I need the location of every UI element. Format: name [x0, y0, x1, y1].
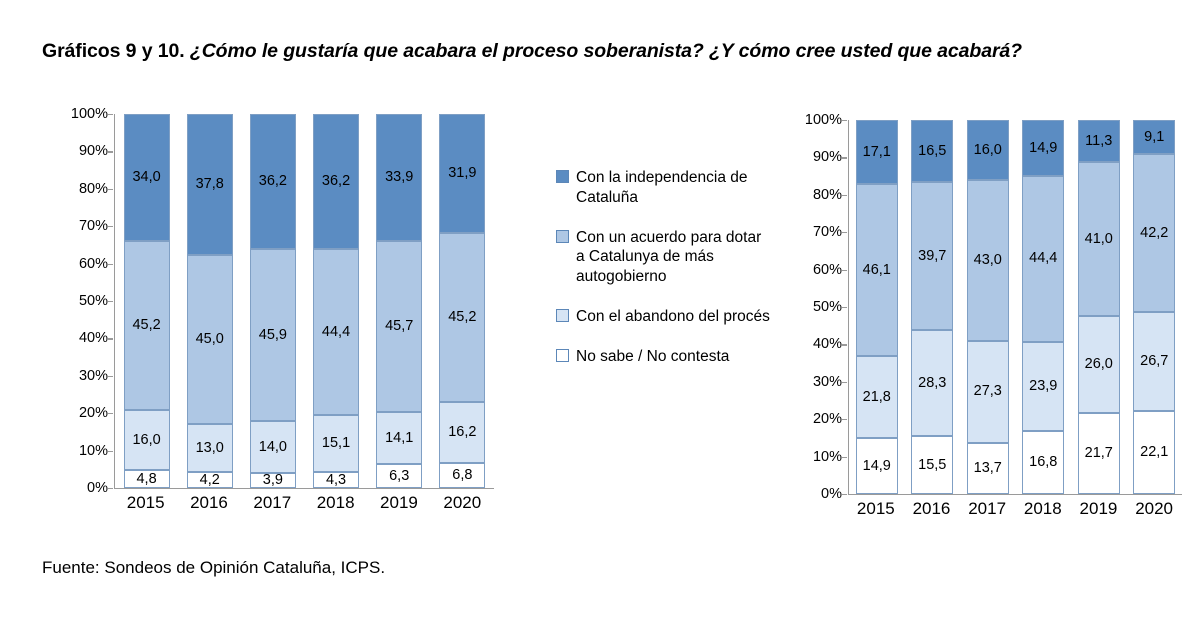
y-tick-right: 80%	[813, 187, 842, 203]
legend-item[interactable]	[556, 307, 771, 327]
bar-segment[interactable]	[124, 470, 170, 488]
page-title-prefix: Gráficos 9 y 10.	[42, 40, 190, 62]
bar-segment[interactable]	[1078, 413, 1120, 494]
y-tick-mark	[108, 189, 113, 190]
chart-grafico-9	[52, 104, 502, 512]
bar-value-label: 14,0	[258, 438, 287, 455]
y-tick-left: 100%	[71, 106, 108, 122]
y-tick-mark	[842, 232, 847, 233]
bar-value-label: 26,0	[1084, 355, 1113, 372]
y-tick-mark	[842, 344, 847, 345]
y-tick-mark	[108, 264, 113, 265]
bar-value-label: 44,4	[321, 324, 351, 341]
bar-column[interactable]	[1022, 120, 1064, 494]
bar-segment[interactable]	[1078, 162, 1120, 315]
bar-segment[interactable]	[967, 443, 1009, 494]
bars-right	[849, 120, 1182, 494]
bar-value-label: 45,2	[132, 317, 161, 334]
bar-value-label: 31,9	[448, 165, 477, 182]
y-tick-left: 50%	[79, 293, 108, 309]
y-tick-mark	[842, 307, 847, 308]
bar-segment[interactable]	[250, 473, 296, 488]
bar-segment[interactable]	[313, 472, 359, 488]
plot-area-left	[70, 106, 494, 496]
y-tick-left: 80%	[79, 181, 108, 197]
bar-value-label: 34,0	[132, 169, 161, 186]
y-tick-left: 60%	[79, 256, 108, 272]
legend-swatch-icon	[556, 349, 569, 362]
x-axis-label: 2020	[1135, 499, 1174, 518]
chart-grafico-10	[790, 110, 1190, 518]
bar-segment[interactable]	[856, 356, 898, 438]
bar-segment[interactable]	[856, 184, 898, 356]
legend-swatch-icon	[556, 309, 569, 322]
bar-column[interactable]	[439, 114, 485, 488]
bar-column[interactable]	[1078, 120, 1120, 494]
page-title-question: ¿Cómo le gustaría que acabara el proceso soberanista? ¿Y cómo cree usted que acabará?	[189, 40, 1022, 62]
bar-value-label: 13,0	[195, 439, 224, 456]
bar-value-label: 4,8	[136, 470, 157, 487]
bar-value-label: 14,9	[1029, 139, 1058, 156]
y-tick-mark	[108, 451, 113, 452]
bar-segment[interactable]	[313, 114, 359, 249]
bar-segment[interactable]	[1078, 316, 1120, 413]
x-axis-left	[114, 493, 494, 513]
bar-segment[interactable]	[439, 114, 485, 233]
bar-column[interactable]	[124, 114, 170, 488]
bar-segment[interactable]	[439, 402, 485, 463]
bar-value-label: 44,4	[1029, 250, 1058, 267]
bar-segment[interactable]	[967, 341, 1009, 443]
bar-segment[interactable]	[1022, 120, 1064, 176]
y-tick-left: 20%	[79, 405, 108, 421]
y-tick-mark	[108, 226, 113, 227]
x-axis-right	[848, 499, 1182, 519]
bar-segment[interactable]	[376, 114, 422, 241]
y-tick-mark	[842, 419, 847, 420]
bar-value-label: 3,9	[262, 472, 283, 489]
y-tick-mark	[108, 114, 113, 115]
chart-legend	[556, 168, 771, 387]
bar-segment[interactable]	[1078, 120, 1120, 162]
bar-segment[interactable]	[1022, 342, 1064, 431]
bar-segment[interactable]	[967, 120, 1009, 180]
bar-segment[interactable]	[1133, 120, 1175, 154]
y-tick-right: 100%	[805, 112, 842, 128]
bar-segment[interactable]	[911, 330, 953, 436]
bar-segment[interactable]	[856, 120, 898, 184]
y-tick-mark	[842, 494, 847, 495]
bar-value-label: 45,7	[385, 317, 414, 334]
bar-column[interactable]	[250, 114, 296, 488]
bar-value-label: 45,9	[258, 326, 287, 343]
bar-value-label: 4,3	[325, 471, 347, 488]
bar-value-label: 21,8	[862, 388, 891, 405]
x-axis-label: 2016	[912, 499, 951, 518]
bar-segment[interactable]	[250, 421, 296, 473]
x-axis-label: 2016	[190, 493, 228, 512]
y-tick-right: 10%	[813, 449, 842, 465]
bar-value-label: 14,9	[862, 457, 891, 474]
y-tick-mark	[842, 195, 847, 196]
bar-value-label: 45,2	[448, 309, 477, 326]
bar-value-label: 16,5	[918, 142, 947, 159]
y-tick-left: 90%	[79, 143, 108, 159]
x-axis-label: 2015	[126, 493, 165, 512]
bar-value-label: 43,0	[973, 251, 1002, 268]
bar-value-label: 45,0	[195, 331, 224, 348]
legend-swatch-icon	[556, 230, 569, 243]
bar-value-label: 36,2	[258, 173, 287, 190]
bar-value-label: 14,1	[385, 429, 414, 446]
legend-label: Con un acuerdo para dotar a Catalunya de más autogobierno	[576, 228, 762, 286]
bar-value-label: 28,3	[918, 374, 947, 391]
bar-value-label: 15,5	[918, 456, 947, 473]
y-tick-right: 30%	[813, 374, 842, 390]
bar-segment[interactable]	[439, 463, 485, 488]
y-tick-mark	[108, 301, 113, 302]
y-tick-mark	[108, 413, 113, 414]
bar-column[interactable]	[313, 114, 359, 488]
x-axis-label: 2018	[316, 493, 355, 512]
bar-value-label: 16,0	[132, 431, 161, 448]
y-tick-mark	[842, 457, 847, 458]
bar-value-label: 42,2	[1140, 224, 1169, 241]
bar-column[interactable]	[376, 114, 422, 488]
bar-value-label: 26,7	[1140, 353, 1169, 370]
y-tick-right: 70%	[813, 224, 842, 240]
bar-value-label: 39,7	[918, 247, 947, 264]
bar-value-label: 6,3	[389, 467, 410, 484]
bar-segment[interactable]	[439, 233, 485, 402]
x-axis-label: 2019	[380, 493, 418, 512]
legend-label: Con la independencia de Cataluña	[576, 169, 748, 206]
bar-segment[interactable]	[911, 436, 953, 494]
x-axis-label: 2017	[968, 499, 1007, 518]
bar-segment[interactable]	[313, 415, 359, 471]
y-tick-right: 20%	[813, 411, 842, 427]
bar-column[interactable]	[911, 120, 953, 494]
legend-swatch-icon	[556, 170, 569, 183]
bar-segment[interactable]	[376, 412, 422, 465]
bar-value-label: 11,3	[1085, 132, 1113, 149]
y-tick-mark	[842, 120, 847, 121]
bar-segment[interactable]	[1133, 312, 1175, 412]
y-tick-mark	[842, 157, 847, 158]
bar-column[interactable]	[187, 114, 233, 488]
bar-value-label: 16,2	[448, 424, 477, 441]
bar-segment[interactable]	[1133, 411, 1175, 494]
y-tick-right: 60%	[813, 262, 842, 278]
y-tick-right: 0%	[821, 486, 842, 502]
bar-segment[interactable]	[124, 410, 170, 470]
bar-column[interactable]	[856, 120, 898, 494]
bar-value-label: 16,8	[1029, 454, 1058, 471]
bar-segment[interactable]	[187, 472, 233, 488]
bar-segment[interactable]	[1022, 431, 1064, 494]
legend-label: No sabe / No contesta	[576, 347, 730, 365]
bar-value-label: 6,8	[452, 467, 473, 484]
legend-item[interactable]	[556, 347, 771, 367]
bar-segment[interactable]	[313, 249, 359, 415]
bar-column[interactable]	[967, 120, 1009, 494]
x-axis-label: 2018	[1023, 499, 1062, 518]
bar-segment[interactable]	[187, 255, 233, 423]
bar-segment[interactable]	[1022, 176, 1064, 342]
x-axis-label: 2019	[1079, 499, 1118, 518]
bar-segment[interactable]	[376, 464, 422, 488]
bar-value-label: 23,9	[1029, 378, 1058, 395]
y-tick-left: 70%	[79, 218, 108, 234]
bar-value-label: 33,9	[385, 169, 414, 186]
y-tick-mark	[842, 382, 847, 383]
bar-column[interactable]	[1133, 120, 1175, 494]
bar-value-label: 46,1	[862, 261, 891, 278]
bar-segment[interactable]	[250, 114, 296, 249]
y-tick-mark	[842, 270, 847, 271]
bar-value-label: 21,7	[1084, 445, 1113, 462]
bar-value-label: 37,8	[195, 176, 224, 193]
bar-segment[interactable]	[856, 438, 898, 494]
bar-segment[interactable]	[124, 114, 170, 241]
bar-segment[interactable]	[967, 180, 1009, 341]
bar-segment[interactable]	[1133, 154, 1175, 312]
bar-value-label: 16,0	[973, 141, 1002, 158]
y-tick-left: 0%	[87, 480, 108, 496]
bar-value-label: 9,1	[1144, 128, 1165, 145]
legend-item[interactable]	[556, 228, 771, 287]
bar-segment[interactable]	[911, 182, 953, 330]
bars-left	[115, 114, 494, 488]
y-tick-mark	[108, 488, 113, 489]
bar-segment[interactable]	[376, 241, 422, 412]
bar-segment[interactable]	[250, 249, 296, 421]
y-tick-left: 40%	[79, 330, 108, 346]
y-tick-mark	[108, 376, 113, 377]
source-note: Fuente: Sondeos de Opinión Cataluña, ICPS.	[42, 558, 386, 577]
y-tick-right: 50%	[813, 299, 842, 315]
legend-item[interactable]	[556, 168, 771, 208]
page-title	[42, 40, 1022, 63]
bar-segment[interactable]	[124, 241, 170, 410]
y-tick-mark	[108, 151, 113, 152]
bar-value-label: 22,1	[1140, 444, 1169, 461]
plot-area-right	[804, 112, 1182, 502]
bar-segment[interactable]	[911, 120, 953, 182]
y-tick-mark	[108, 338, 113, 339]
bar-value-label: 17,1	[862, 143, 891, 160]
y-tick-left: 10%	[79, 443, 108, 459]
bar-value-label: 36,2	[321, 173, 351, 190]
legend-label: Con el abandono del procés	[576, 308, 770, 326]
y-tick-left: 30%	[79, 368, 108, 384]
y-tick-right: 40%	[813, 336, 842, 352]
bar-value-label: 41,0	[1084, 230, 1113, 247]
bar-value-label: 15,1	[321, 435, 351, 452]
x-axis-label: 2015	[856, 499, 895, 518]
y-tick-right: 90%	[813, 149, 842, 165]
bar-value-label: 4,2	[199, 471, 220, 488]
bar-segment[interactable]	[187, 424, 233, 473]
bar-value-label: 13,7	[973, 460, 1002, 477]
x-axis-label: 2020	[443, 493, 482, 512]
bar-segment[interactable]	[187, 114, 233, 255]
bar-value-label: 27,3	[973, 383, 1002, 400]
x-axis-label: 2017	[253, 493, 292, 512]
